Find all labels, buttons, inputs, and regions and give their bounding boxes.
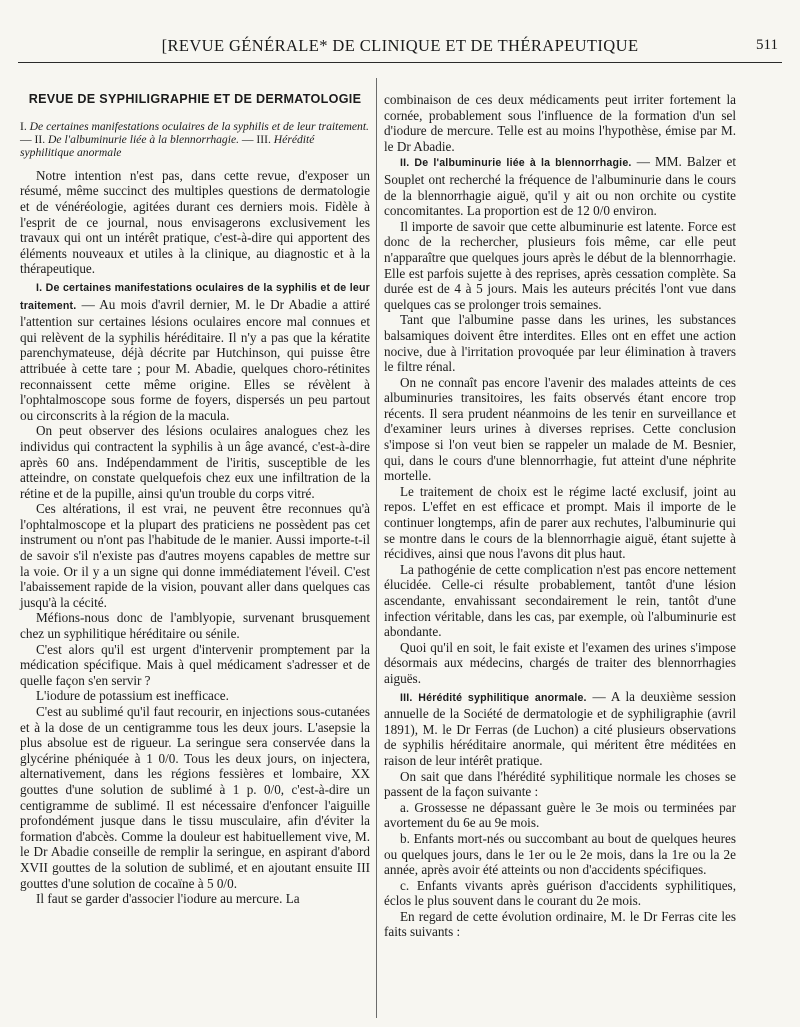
paragraph-intro: Notre intention n'est pas, dans cette revue, d'exposer un résumé, même succinct des multiples questions de dermatologie et de vénéréologie, agitées durant ces derniers mois. Fidèle à l'esprit de ce journal, nous envisagerons exclusivement les travaux qui ont un intérêt pratique, c'est-à-dire qui apportent des éléments nouveaux et utiles à la clinique, au diagnostic et à la thérapeutique. — [20, 167, 370, 277]
toc-numeral: — II. — [20, 133, 46, 146]
paragraph: Il faut se garder d'associer l'iodure au mercure. La — [36, 891, 300, 907]
paragraph: Méfions-nous donc de l'amblyopie, survenant brusquement chez un syphilitique héréditaire ou sénile. — [20, 610, 370, 642]
subsection-heading: I. De certaines manifestations oculaires de la syphilis et de leur traitement. — [20, 281, 370, 312]
left-column — [20, 88, 370, 907]
table-of-contents — [20, 120, 370, 160]
paragraph-section-1 — [20, 279, 370, 423]
paragraph-section-2 — [384, 154, 736, 218]
paragraph: On peut observer des lésions oculaires analogues chez les individus qui contractent la syphilis à un âge avancé, c'est-à-dire après 60 ans. Indépendamment de l'iritis, susceptible de les atteindre, on constate quelquefois chez eux une infiltration de la rétine et de la pupille, ainsi qu'un trouble du corps vitré. — [20, 423, 370, 501]
toc-numeral: I. — [20, 119, 27, 133]
toc-entry: De l'albuminurie liée à la blennorrhagie. — [48, 133, 239, 146]
paragraph: En regard de cette évolution ordinaire, M. le Dr Ferras cite les faits suivants : — [384, 908, 736, 940]
section-title: REVUE DE SYPHILIGRAPHIE ET DE DERMATOLOGIE — [28, 92, 362, 106]
paragraph-text: — MM. Balzer et Souplet ont recherché la fréquence de l'albuminurie dans le cours de la blennorrhagie aiguë, qu'il y ait ou non orchite ou cystite concomitantes. La proportion est de 12 0/0 environ. — [384, 154, 736, 219]
page-number: 511 — [756, 37, 778, 53]
paragraph: Ces altérations, il est vrai, ne peuvent être reconnues qu'à l'ophtalmoscope et la plupart des praticiens ne possèdent pas cet instrument ou n'ont pas l'habitude de le manier. Aussi importe-t-il de savoir s'il n'existe pas d'autres moyens capables de mettre sur la voie. Or il y a un signe qui donne immédiatement l'éveil. C'est l'abaissement rapide de la vision, pouvant aller dans quelques cas jusqu'à la cécité. — [20, 501, 370, 610]
paragraph: On ne connaît pas encore l'avenir des malades atteints de ces albuminuries transitoires, les faits observés étant encore trop récents. Il sera prudent néanmoins de les tenir en surveillance et d'examiner leurs urines à diverses reprises. Cette conclusion s'impose si l'on veut bien se rappeler un malade de M. Besnier, qui, dans le cours d'une blennorrhagie, fut atteint d'une néphrite mortelle. — [384, 374, 736, 484]
paragraph: Quoi qu'il en soit, le fait existe et l'examen des urines s'impose désormais aux médecins, chargés de traiter des blennorrhagies aiguës. — [384, 639, 736, 686]
paragraph-text: — A la deuxième session annuelle de la Société de dermatologie et de syphiligraphie (avril 1891), M. le Dr Ferras (de Luchon) a cité plusieurs observations de syphilis héréditaire anormale, qui méritent être méditées en raison de leur intérêt pratique. — [384, 688, 736, 768]
list-item: c. Enfants vivants après guérison d'accidents syphilitiques, éclos le plus souvent dans le courant du 2e mois. — [384, 877, 736, 909]
paragraph: L'iodure de potassium est inefficace. — [36, 688, 229, 704]
toc-numeral: — III. — [241, 133, 271, 146]
paragraph: C'est alors qu'il est urgent d'intervenir promptement par la médication spécifique. Mais à quel médicament s'adresser et de quelle façon s'en servir ? — [20, 641, 370, 688]
subsection-heading: II. De l'albuminurie liée à la blennorrhagie. — [400, 157, 632, 170]
paragraph: Il importe de savoir que cette albuminurie est latente. Force est donc de la rechercher, plusieurs fois même, car elle peut n'apparaître que quelques jours après le début de la blennorrhagie. Elle est parfois sujette à des reprises, après cessation complète. Sa durée est de 4 à 5 jours. Mais les auteurs précités l'ont vue dans quelques cas se prolonger trois semaines. — [384, 218, 736, 312]
toc-entry: Hérédité syphilitique anormale — [20, 133, 315, 160]
paragraph-text: — Au mois d'avril dernier, M. le Dr Abadie a attiré l'attention sur certaines lésions oculaires encore mal connues et qui relèvent de la syphilis héréditaire. Il n'y a pas que la kératite parenchymateuse, déjà décrite par Hutchinson, qui puisse être attribuée à cette tare ; pour M. Abadie, quelques choro-rétinites reconnaissent cette même origine. Elles se révèlent à l'ophtalmoscope sous forme de foyers, dispersés un peu partout ou circonscrits à la région de la macula. — [20, 296, 370, 423]
paragraph: Tant que l'albumine passe dans les urines, les substances balsamiques doivent être interdites. Elles ont en effet une action nocive, due à l'irritation provoquée par leur élimination à travers le filtre rénal. — [384, 312, 736, 375]
journal-title: [REVUE GÉNÉRALE* DE CLINIQUE ET DE THÉRAPEUTIQUE — [161, 36, 639, 55]
right-column — [384, 92, 736, 940]
paragraph-section-3 — [384, 689, 736, 769]
paragraph: C'est au sublimé qu'il faut recourir, en injections sous-cutanées et à la dose de un centigramme tous les deux jours. L'asepsie la plus absolue est de rigueur. La seringue sera conservée dans la glycérine phéniquée à 1 0/0. Tous les deux jours, on injectera, alternativement, dans les régions fessières et lombaire, XX gouttes d'une solution de sublimé à 1 p. 0/0, c'est-à-dire un centigramme de sublimé. Il est nécessaire d'enfoncer l'aiguille profondément jusque dans le tissu musculaire, afin d'éviter la formation d'abcès. Comme la douleur est habituellement vive, M. le Dr Abadie conseille de remplir la seringue, en aspirant d'abord XVII gouttes de la solution de sublimé, et en ajoutant ensuite III gouttes d'une solution de cocaïne à 5 0/0. — [20, 704, 370, 891]
list-item: a. Grossesse ne dépassant guère le 3e mois ou terminées par avortement du 6e au 9e mois. — [384, 799, 736, 831]
paragraph: Le traitement de choix est le régime lacté exclusif, joint au repos. L'effet en est efficace et prompt. Mais il importe de le continuer longtemps, afin de parer aux rechutes, l'albuminurie qui se montre dans le cours de la blennorrhagie aiguë, étant sujette à récidives, ainsi que nous l'avons dit plus haut. — [384, 483, 736, 562]
paragraph: On sait que dans l'hérédité syphilitique normale les choses se passent de la façon suivante : — [384, 768, 736, 800]
paragraph-continued: combinaison de ces deux médicaments peut irriter fortement la cornée, probablement sous l'influence de la formation d'un sel d'iodure de mercure. Telle est au moins l'hypothèse, émise par M. le Dr Abadie. — [384, 92, 736, 154]
toc-entry: De certaines manifestations oculaires de la syphilis et de leur traitement. — [29, 119, 369, 133]
list-item: b. Enfants mort-nés ou succombant au bout de quelques heures ou quelques jours, dans le 1er ou le 2e mois, dans la 1re ou la 2e année, après avoir été atteints ou non d'accidents spécifiques. — [384, 830, 736, 878]
column-divider — [376, 78, 377, 1018]
paragraph: La pathogénie de cette complication n'est pas encore nettement élucidée. Celle-ci résulte probablement, tantôt d'une lésion ascendante, envahissant secondairement le rein, tantôt d'une infection véritable, dans les cas, par exemple, où l'albuminurie est abondante. — [384, 561, 736, 640]
subsection-heading: III. Hérédité syphilitique anormale. — [400, 691, 587, 704]
running-header — [18, 36, 782, 63]
